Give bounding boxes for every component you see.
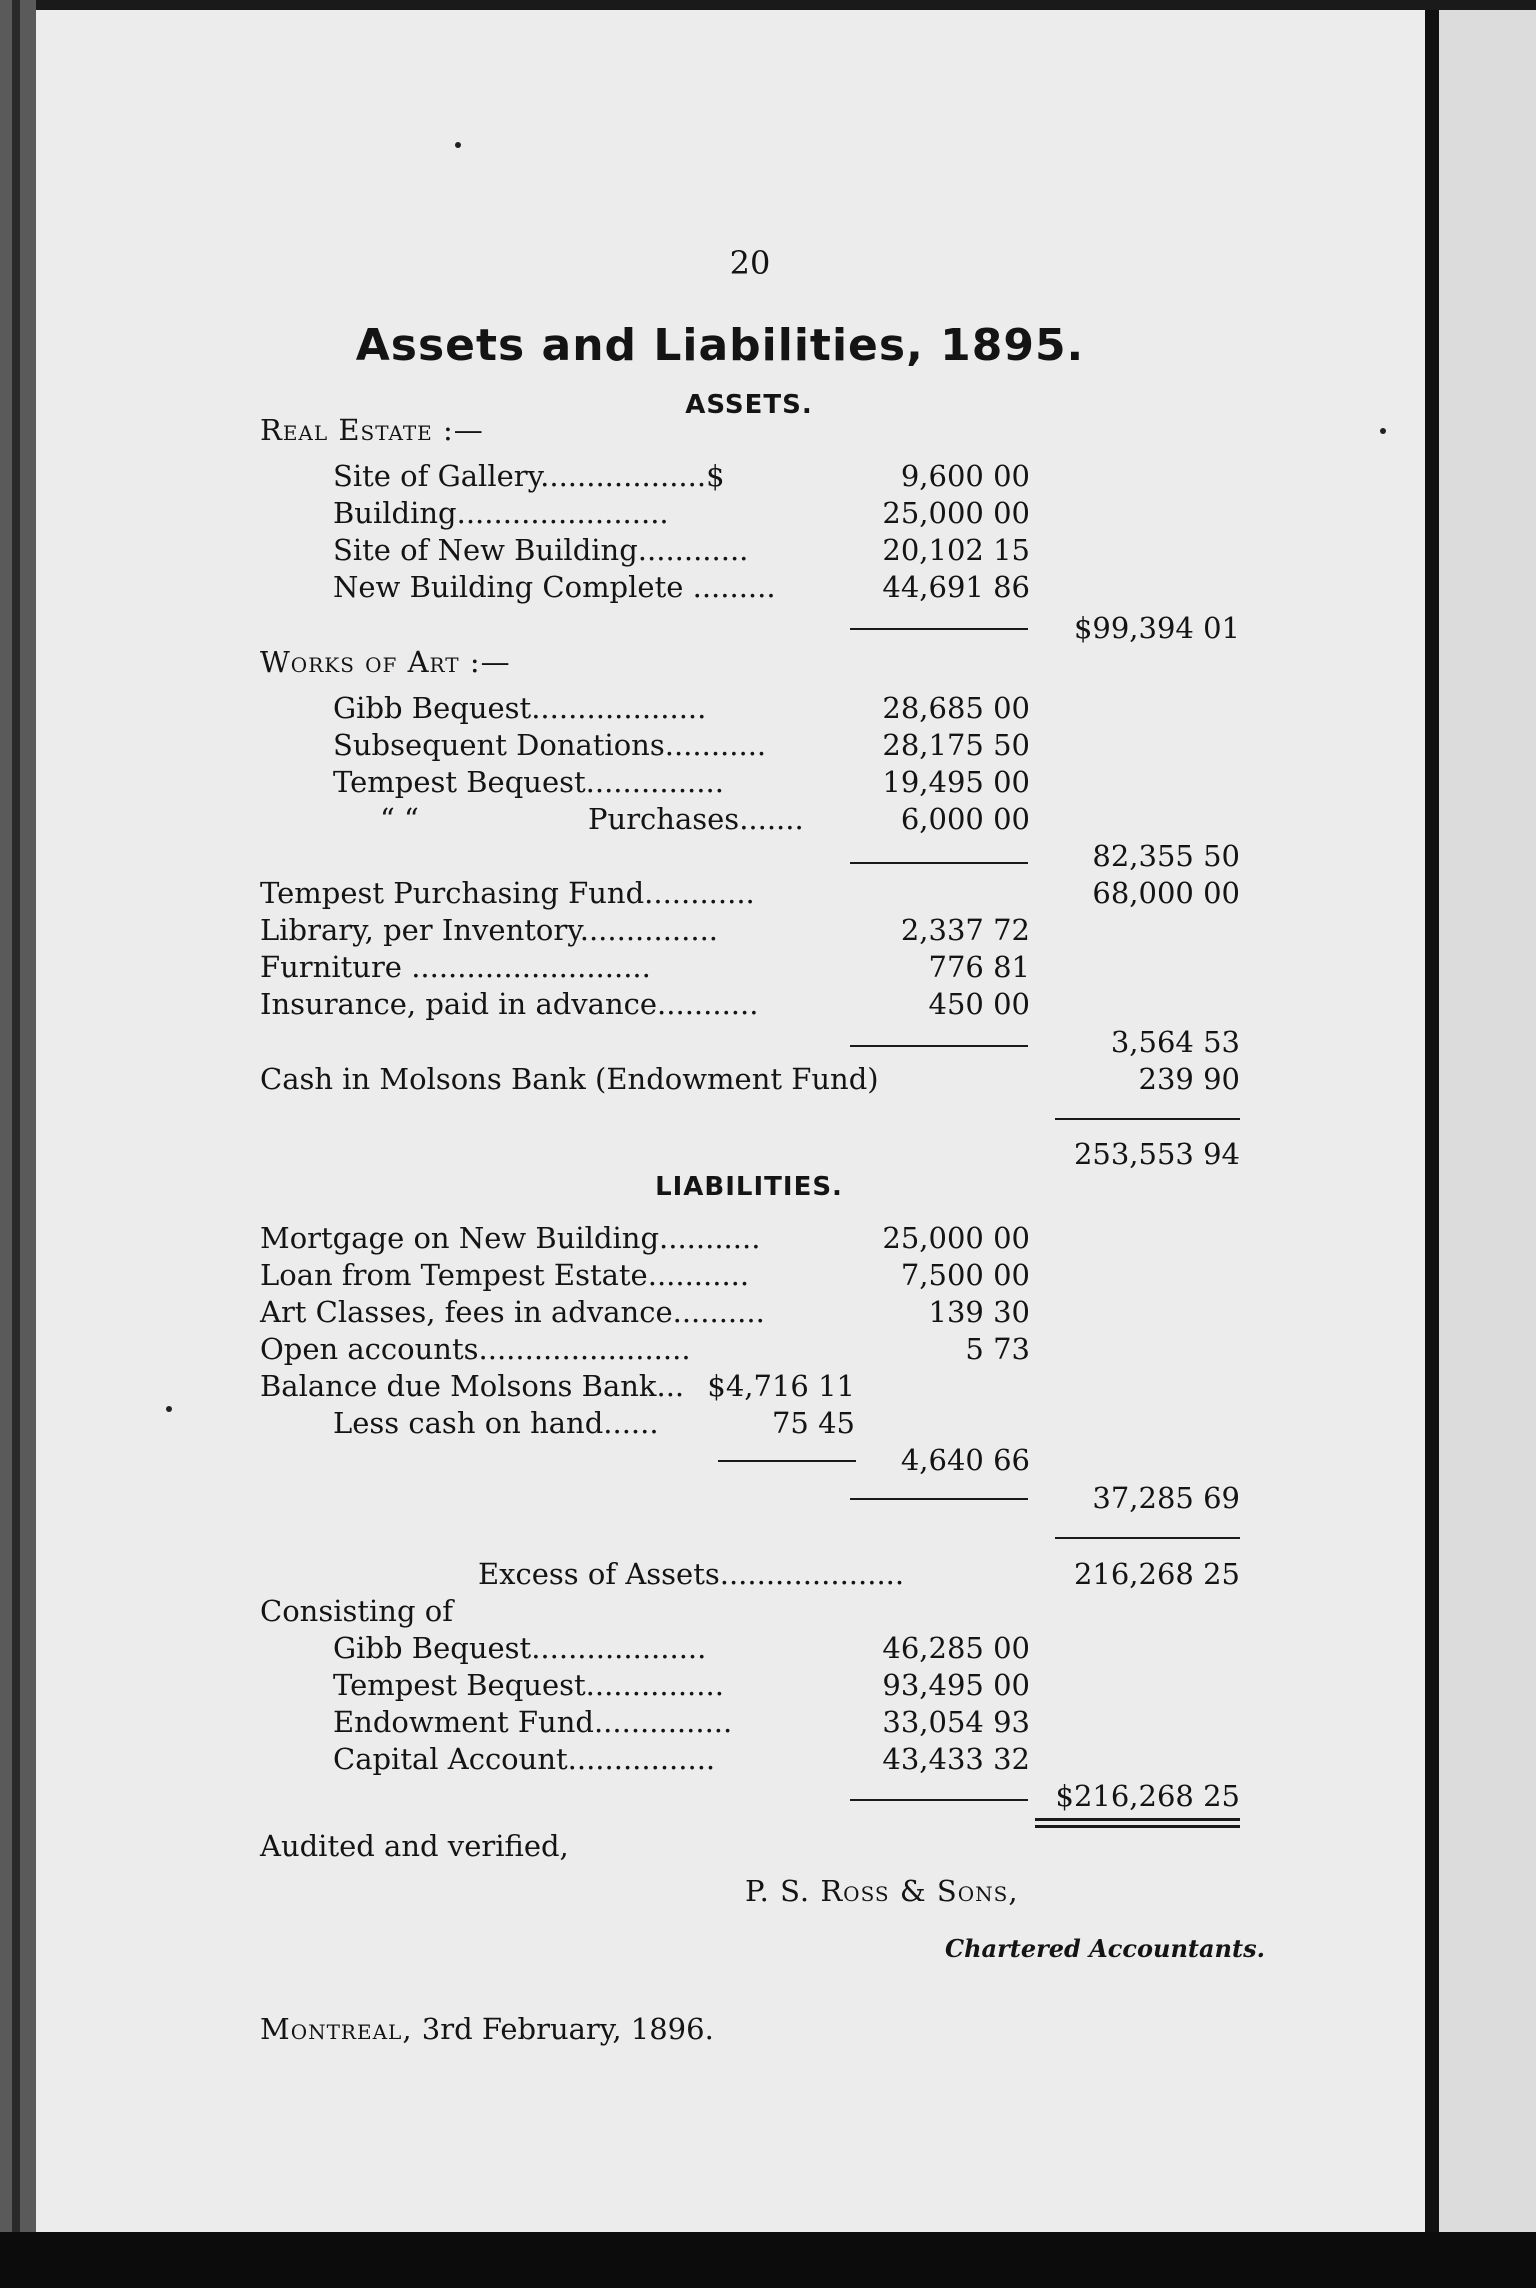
date: 3rd February, 1896.	[421, 2012, 714, 2046]
less-cash-label: Less cash on hand......	[333, 1406, 659, 1440]
total-rule	[1055, 1537, 1240, 1539]
scan-speck	[455, 142, 461, 148]
real-estate-item-label: Building.......................	[333, 496, 669, 530]
liability-item-label: Mortgage on New Building...........	[260, 1221, 761, 1255]
auditor-role: Chartered Accountants.	[945, 1934, 1265, 1963]
works-of-art-item-amount: 19,495 00	[882, 765, 1030, 799]
consisting-item-amount: 46,285 00	[882, 1631, 1030, 1665]
balance-due-label: Balance due Molsons Bank...	[260, 1369, 685, 1403]
misc-item-amount: 776 81	[928, 950, 1030, 984]
works-of-art-item-amount: 28,685 00	[882, 691, 1030, 725]
cash-total: 239 90	[1138, 1062, 1240, 1096]
misc-item-amount: 2,337 72	[900, 913, 1030, 947]
misc-item-amount: 450 00	[928, 987, 1030, 1021]
consisting-total: $216,268 25	[1055, 1779, 1240, 1813]
subtotal-rule	[718, 1460, 856, 1462]
cash-label: Cash in Molsons Bank (Endowment Fund)	[260, 1062, 879, 1096]
consisting-item-label: Tempest Bequest...............	[333, 1668, 724, 1702]
liabilities-heading: LIABILITIES.	[655, 1172, 843, 1202]
works-of-art-item-label: Subsequent Donations...........	[333, 728, 767, 762]
works-of-art-label: Works of Art :—	[260, 645, 511, 679]
double-rule-top	[1035, 1818, 1240, 1821]
liability-item-amount: 7,500 00	[900, 1258, 1030, 1292]
purchases-label: Purchases.......	[588, 802, 804, 836]
net-balance-amount: 4,640 66	[900, 1443, 1030, 1477]
real-estate-label: Real Estate :—	[260, 413, 484, 447]
tempest-fund-label: Tempest Purchasing Fund............	[260, 876, 755, 910]
total-rule	[1055, 1118, 1240, 1120]
real-estate-total: $99,394 01	[1073, 611, 1240, 645]
liabilities-total: 37,285 69	[1092, 1481, 1240, 1515]
balance-due-amount: $4,716 11	[707, 1369, 855, 1403]
audit-statement: Audited and verified,	[260, 1829, 569, 1863]
place: Montreal,	[260, 2012, 413, 2046]
assets-grand-total: 253,553 94	[1073, 1137, 1240, 1171]
auditor-firm: P. S. Ross & Sons,	[745, 1874, 1019, 1908]
consisting-item-amount: 93,495 00	[882, 1668, 1030, 1702]
page-gutter	[1425, 10, 1439, 2232]
works-of-art-item-label: Gibb Bequest...................	[333, 691, 707, 725]
real-estate-item-amount: 9,600 00	[900, 459, 1030, 493]
real-estate-item-amount: 20,102 15	[882, 533, 1030, 567]
real-estate-item-amount: 44,691 86	[882, 570, 1030, 604]
subtotal-rule	[850, 1799, 1028, 1801]
place-date	[260, 2011, 714, 2047]
real-estate-item-label: Site of Gallery..................$	[333, 459, 725, 493]
liability-item-amount: 25,000 00	[882, 1221, 1030, 1255]
scan-speck	[1380, 428, 1386, 434]
liability-item-amount: 5 73	[965, 1332, 1030, 1366]
tempest-fund-total: 68,000 00	[1092, 876, 1240, 910]
consisting-item-amount: 33,054 93	[882, 1705, 1030, 1739]
works-of-art-item-label: Tempest Bequest...............	[333, 765, 724, 799]
consisting-item-label: Gibb Bequest...................	[333, 1631, 707, 1665]
adjacent-page	[1425, 10, 1536, 2232]
subtotal-rule	[850, 1498, 1028, 1500]
book-spine-edge	[12, 0, 20, 2288]
subtotal-rule	[850, 628, 1028, 630]
double-rule-bottom	[1035, 1825, 1240, 1828]
excess-label: Excess of Assets....................	[478, 1557, 905, 1591]
consisting-item-label: Capital Account................	[333, 1742, 716, 1776]
assets-heading: ASSETS.	[685, 390, 813, 420]
scan-top-edge	[0, 0, 1536, 10]
ditto-marks: “ “	[380, 802, 419, 836]
liability-item-label: Art Classes, fees in advance..........	[260, 1295, 765, 1329]
liability-item-amount: 139 30	[928, 1295, 1030, 1329]
misc-total: 3,564 53	[1110, 1025, 1240, 1059]
real-estate-item-label: Site of New Building............	[333, 533, 749, 567]
works-of-art-total: 82,355 50	[1092, 839, 1240, 873]
purchases-amount: 6,000 00	[900, 802, 1030, 836]
consisting-label: Consisting of	[260, 1594, 453, 1628]
misc-item-label: Library, per Inventory...............	[260, 913, 719, 947]
subtotal-rule	[850, 862, 1028, 864]
consisting-item-label: Endowment Fund...............	[333, 1705, 733, 1739]
scan-bottom-edge	[0, 2232, 1536, 2288]
consisting-item-amount: 43,433 32	[882, 1742, 1030, 1776]
misc-item-label: Insurance, paid in advance...........	[260, 987, 759, 1021]
real-estate-item-label: New Building Complete .........	[333, 570, 776, 604]
subtotal-rule	[850, 1045, 1028, 1047]
works-of-art-item-amount: 28,175 50	[882, 728, 1030, 762]
page-title: Assets and Liabilities, 1895.	[355, 320, 1085, 371]
scan-speck	[166, 1406, 172, 1412]
less-cash-amount: 75 45	[771, 1406, 855, 1440]
page-number: 20	[729, 244, 771, 282]
excess-amount: 216,268 25	[1073, 1557, 1240, 1591]
misc-item-label: Furniture ..........................	[260, 950, 651, 984]
real-estate-item-amount: 25,000 00	[882, 496, 1030, 530]
liability-item-label: Loan from Tempest Estate...........	[260, 1258, 750, 1292]
liability-item-label: Open accounts.......................	[260, 1332, 691, 1366]
